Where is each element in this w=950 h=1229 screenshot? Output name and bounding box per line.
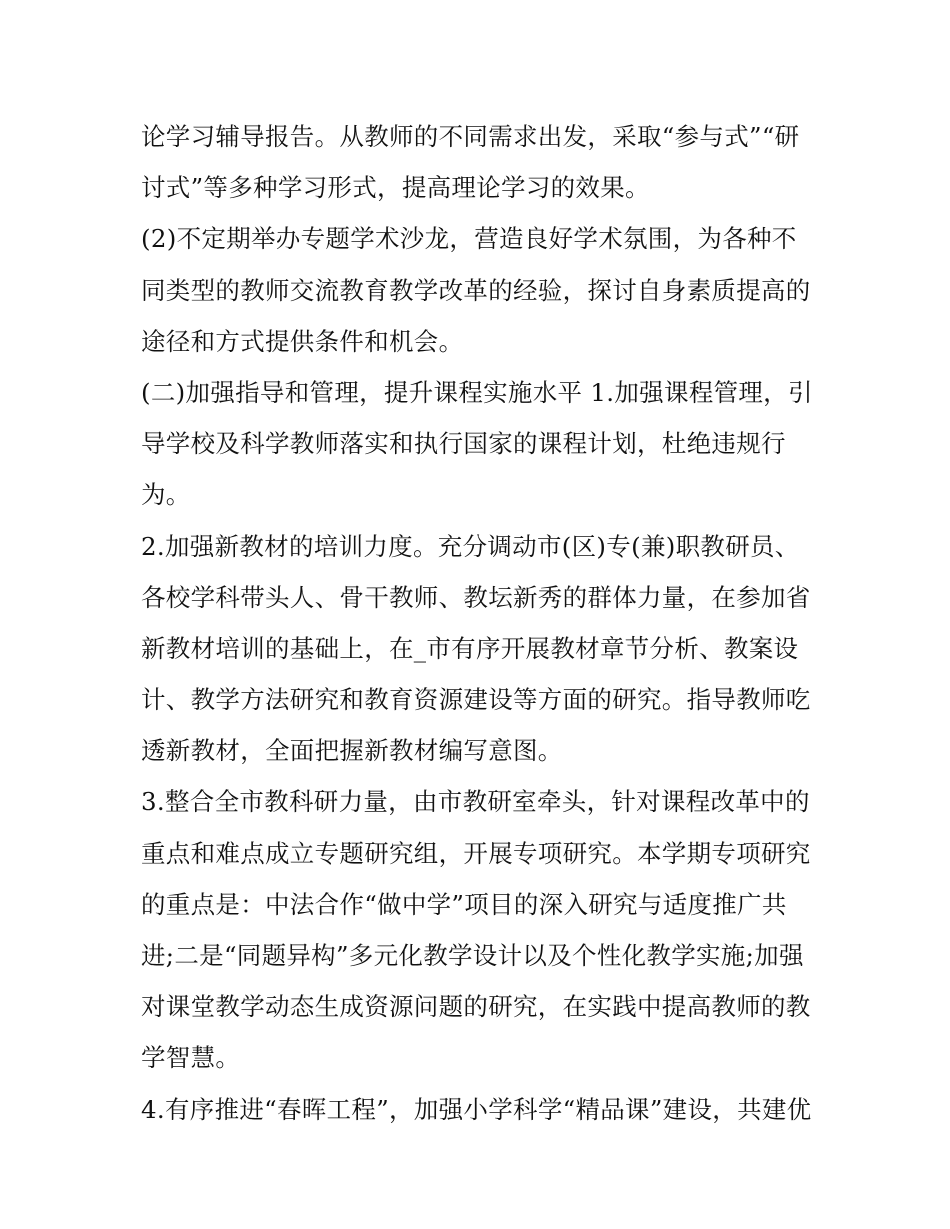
text-line: 对课堂教学动态生成资源问题的研究，在实践中提高教师的教 [141,992,811,1022]
text-line: 论学习辅导报告。从教师的不同需求出发，采取“参与式”“研 [141,122,800,151]
text-line: 4.有序推进“春晖工程”，加强小学科学“精品课”建设，共建优 [141,1094,812,1124]
text-line: 学智慧。 [141,1043,241,1073]
text-line: 透新教材，全面把握新教材编写意图。 [141,736,563,766]
text-line: 导学校及科学教师落实和执行国家的课程计划，杜绝违规行 [141,429,786,459]
text-line: 新教材培训的基础上，在_市有序开展教材章节分析、教案设 [141,633,799,663]
text-line: (二)加强指导和管理，提升课程实施水平 1.加强课程管理，引 [141,377,813,407]
text-line: (2)不定期举办专题学术沙龙，营造良好学术氛围，为各种不 [141,224,797,254]
text-line: 为。 [141,480,191,510]
text-line: 3.整合全市教科研力量，由市教研室牵头，针对课程改革中的 [141,787,810,817]
text-line: 途径和方式提供条件和机会。 [141,326,464,356]
text-line: 2.加强新教材的培训力度。充分调动市(区)专(兼)职教研员、 [141,531,800,561]
text-line: 同类型的教师交流教育教学改革的经验，探讨自身素质提高的 [141,275,811,305]
text-line: 的重点是：中法合作“做中学”项目的深入研究与适度推广共 [141,889,787,919]
text-line: 进;二是“同题异构”多元化教学设计以及个性化教学实施;加强 [141,941,804,970]
text-line: 重点和难点成立专题研究组，开展专项研究。本学期专项研究 [141,838,811,868]
text-line: 讨式”等多种学习形式，提高理论学习的效果。 [141,173,650,203]
text-line: 计、教学方法研究和教育资源建设等方面的研究。指导教师吃 [141,685,811,715]
text-line: 各校学科带头人、骨干教师、教坛新秀的群体力量，在参加省 [141,582,811,612]
document-body [141,111,821,1135]
